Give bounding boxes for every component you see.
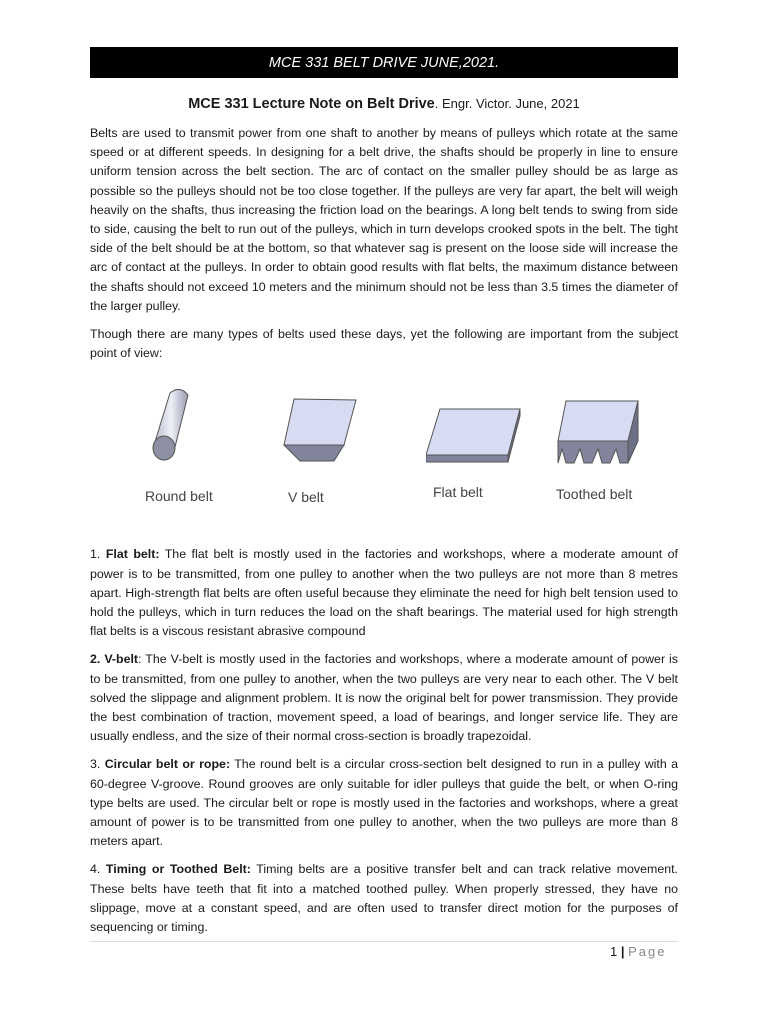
item-number: 1.: [90, 547, 106, 562]
page-separator: |: [617, 944, 629, 959]
document-header-banner: [90, 47, 678, 78]
flat-belt-image: [426, 407, 522, 467]
document-body: [90, 124, 678, 946]
page-number-footer: [610, 944, 666, 959]
document-title: [90, 96, 678, 112]
flat-belt-item: [90, 545, 678, 641]
footer-divider: [90, 941, 678, 942]
circular-belt-item: [90, 755, 678, 851]
item-number: 2.: [90, 652, 105, 667]
item-text: The round belt is a circular cross-section belt designed to run in a pulley with a 60-degree V-groove. Round grooves are only suitable for idler pulleys that guide the belt, or when O-ring type belts are used. The circular belt or rope is mostly used in the factories and workshops, where a great amount of power is to be transmitted from one pulley to another, when the two pulleys are more than 8 meters apart.: [90, 757, 678, 849]
item-term: Circular belt or rope:: [104, 757, 231, 772]
item-text: The flat belt is mostly used in the factories and workshops, where a moderate amount of power is to be transmitted, from one pulley to another when the two pulleys are not more than 8 metres apart. High-strength flat belts are often useful because they eliminate the need for high belt tension used to hold the pulleys, which in turn reduces the load on the shaft bearings. The material used for high strength flat belts is a viscous resistant abrasive compound: [90, 547, 678, 639]
v-belt-item: [90, 650, 678, 746]
belt-types-figure: [90, 377, 678, 525]
types-intro-paragraph: Though there are many types of belts used these days, yet the following are important from the subject point of view:: [90, 327, 678, 361]
v-belt-image: [282, 397, 362, 467]
item-term: Flat belt:: [105, 547, 160, 562]
item-term: Timing or Toothed Belt:: [105, 862, 251, 877]
banner-text: MCE 331 BELT DRIVE JUNE,2021.: [268, 54, 500, 71]
item-term: V-belt: [104, 652, 139, 667]
item-number: 4.: [90, 862, 106, 877]
title-text: MCE 331 Lecture Note on Belt Drive: [188, 96, 435, 112]
round-belt-image: [150, 385, 200, 465]
toothed-belt-image: [556, 399, 640, 469]
intro-paragraph: Belts are used to transmit power from one shaft to another by means of pulleys which rotate at the same speed or at different speeds. In designing for a belt drive, the shafts should be properly in line to ensure uniform tension across the belt section. The arc of contact on the smaller pulley should be as large as possible so the pulleys should not be too close together. If the pulleys are very far apart, the belt will weigh heavily on the shafts, thus increasing the friction load on the bearings. A long belt tends to swing from side to side, causing the belt to run out of the pulleys, which in turn develops crooked spots in the belt. The tight side of the belt should be at the bottom, so that whatever sag is present on the loose side will increase the arc of contact at the pulleys. In order to obtain good results with flat belts, the maximum distance between the shafts should not exceed 10 meters and the minimum should not be less than 3.5 times the diameter of the larger pulley.: [90, 126, 678, 313]
caption-flat-belt: Flat belt: [433, 484, 483, 501]
item-number: 3.: [90, 757, 105, 772]
toothed-belt-item: [90, 860, 678, 937]
caption-v-belt: V belt: [288, 489, 324, 506]
caption-toothed-belt: Toothed belt: [556, 486, 633, 503]
item-text: : The V-belt is mostly used in the factories and workshops, where a moderate amount of power is to be transmitted, from one pulley to another, when the two pulleys are very near to each other. The V belt solved the slippage and alignment problem. It is now the original belt for power transmission. They provide the best combination of traction, movement speed, a load of bearings, and longer service life. They are usually endless, and the size of their normal cross-section is broadly trapezoidal.: [90, 652, 678, 744]
page-label: Page: [628, 944, 667, 959]
byline: . Engr. Victor. June, 2021: [434, 96, 580, 111]
page-number: 1: [610, 944, 618, 959]
caption-round-belt: Round belt: [145, 488, 213, 505]
item-text: Timing belts are a positive transfer belt and can track relative movement. These belts have teeth that fit into a matched toothed pulley. When properly stressed, they have no slippage, move at a constant speed, and are often used to transfer direct motion for the purposes of sequencing or timing.: [90, 862, 679, 935]
